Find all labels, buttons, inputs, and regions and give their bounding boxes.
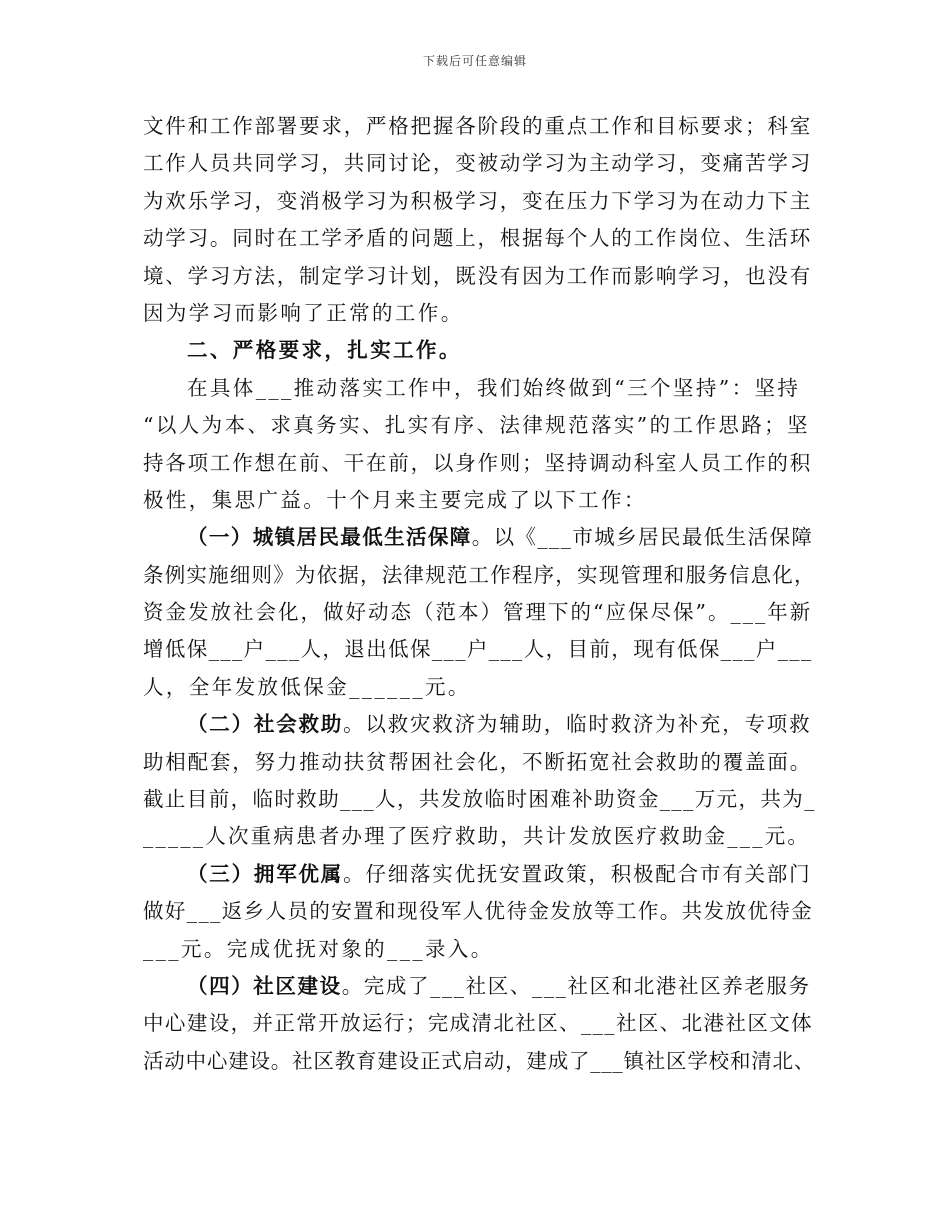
body-line: 工作人员共同学习，共同讨论，变被动学习为主动学习，变痛苦学习 — [143, 151, 812, 176]
body-line: 境、学习方法，制定学习计划，既没有因为工作而影响学习，也没有 — [143, 263, 812, 288]
body-line: 助相配套，努力推动扶贫帮困社会化，不断拓宽社会救助的覆盖面。 — [143, 749, 812, 774]
item-text: 。以《___市城乡居民最低生活保障 — [471, 525, 814, 550]
body-line: 增低保___户___人，退出低保___户___人，目前，现有低保___户___ — [143, 637, 813, 662]
item-first-line — [143, 968, 815, 1005]
body-line: 在具体___推动落实工作中，我们始终做到“三个坚持”：坚持 — [187, 375, 801, 400]
page-header-note: 下载后可任意编辑 — [422, 54, 527, 68]
item-text: 。仔细落实优抚安置政策，积极配合市有关部门 — [343, 861, 812, 886]
body-line: 条例实施细则》为依据，法律规范工作程序，实现管理和服务信息化， — [143, 562, 816, 587]
item-title: （四）社区建设 — [187, 973, 342, 998]
item-title: （二）社会救助 — [187, 712, 344, 737]
document-body — [143, 108, 815, 1080]
item-text: 。以救灾救济为辅助，临时救济为补充，专项救 — [343, 712, 812, 737]
item-first-line — [143, 519, 815, 556]
body-line: 做好___返乡人员的安置和现役军人优待金发放等工作。共发放优待金 — [143, 899, 814, 924]
body-line: 中心建设，并正常开放运行；完成清北社区、___社区、北港社区文体 — [143, 1011, 814, 1036]
body-line: “以人为本、求真务实、扎实有序、法律规范落实”的工作思路；坚 — [143, 413, 810, 438]
item-text: 。完成了___社区、___社区和北港社区养老服务 — [341, 973, 811, 998]
body-line: 因为学习而影响了正常的工作。 — [143, 300, 464, 325]
body-line: 活动中心建设。社区教育建设正式启动，建成了___镇社区学校和清北、 — [143, 1048, 816, 1073]
body-line: 为欢乐学习，变消极学习为积极学习，变在压力下学习为在动力下主 — [143, 188, 812, 213]
item-first-line — [143, 856, 815, 893]
body-line: 资金发放社会化，做好动态（范本）管理下的“应保尽保”。___年新 — [143, 600, 813, 625]
body-line: 极性，集思广益。十个月来主要完成了以下工作： — [143, 487, 647, 512]
body-line: 文件和工作部署要求，严格把握各阶段的重点工作和目标要求；科室 — [143, 114, 812, 138]
body-line: 人，全年发放低保金______元。 — [143, 674, 471, 699]
body-line: ___元。完成优抚对象的___录入。 — [143, 936, 494, 961]
body-line: 动学习。同时在工学矛盾的问题上，根据每个人的工作岗位、生活环 — [143, 226, 812, 251]
body-line: 持各项工作想在前、干在前，以身作则；坚持调动科室人员工作的积 — [143, 450, 812, 475]
item-title: （三）拥军优属 — [187, 861, 344, 886]
item-first-line — [143, 706, 815, 743]
body-line: _____人次重病患者办理了医疗救助，共计发放医疗救助金___元。 — [143, 824, 811, 849]
body-line: 截止目前，临时救助___人，共发放临时困难补助资金___万元，共为_ — [143, 787, 816, 812]
item-title: （一）城镇居民最低生活保障 — [187, 525, 472, 550]
section-heading: 二、严格要求，扎实工作。 — [187, 338, 462, 363]
